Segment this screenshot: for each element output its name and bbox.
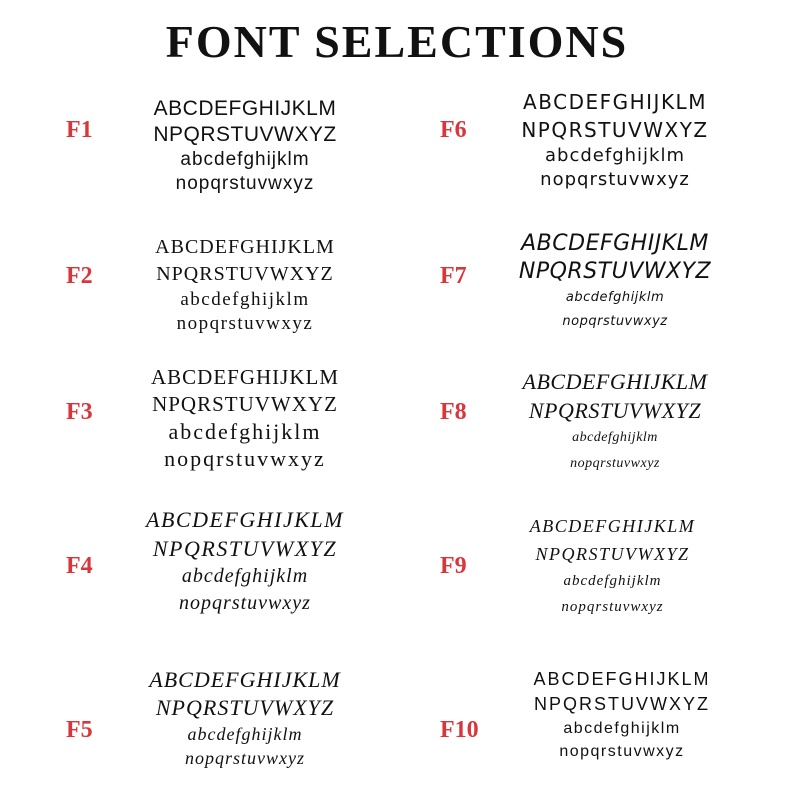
uppercase-line-1: ABCDEFGHIJKLM <box>521 231 709 256</box>
font-label-f9: F9 <box>440 553 467 579</box>
lowercase-line-1: abcdefghijklm <box>180 289 310 310</box>
lowercase-line-1: abcdefghijklm <box>565 290 665 305</box>
uppercase-line-2: NPQRSTUVWXYZ <box>152 536 338 561</box>
font-label-f4: F4 <box>66 553 93 579</box>
lowercase-line-1: abcdefghijklm <box>181 565 309 587</box>
lowercase-line-1: abcdefghijklm <box>187 724 303 744</box>
uppercase-line-1: ABCDEFGHIJKLM <box>523 90 707 114</box>
uppercase-line-2: NPQRSTUVWXYZ <box>155 695 335 720</box>
uppercase-line-1: ABCDEFGHIJKLM <box>529 516 696 536</box>
uppercase-line-1: ABCDEFGHIJKLM <box>153 97 337 120</box>
uppercase-line-1: ABCDEFGHIJKLM <box>146 507 344 532</box>
lowercase-line-2: nopqrstuvwxyz <box>164 446 326 471</box>
font-sample-f8 <box>490 367 740 477</box>
uppercase-line-2: NPQRSTUVWXYZ <box>533 694 710 714</box>
font-label-f6: F6 <box>440 117 467 143</box>
lowercase-line-2: nopqrstuvwxyz <box>562 314 668 329</box>
font-label-f7: F7 <box>440 263 467 289</box>
lowercase-line-2: nopqrstuvwxyz <box>175 173 315 194</box>
lowercase-line-2: nopqrstuvwxyz <box>570 456 660 471</box>
lowercase-line-1: abcdefghijklm <box>563 720 681 737</box>
uppercase-line-1: ABCDEFGHIJKLM <box>155 236 335 258</box>
uppercase-line-2: NPQRSTUVWXYZ <box>535 544 690 564</box>
uppercase-line-2: NPQRSTUVWXYZ <box>528 398 702 423</box>
font-sample-f3 <box>115 364 375 472</box>
uppercase-line-2: NPQRSTUVWXYZ <box>521 118 709 142</box>
uppercase-line-1: ABCDEFGHIJKLM <box>533 669 711 689</box>
font-label-f5: F5 <box>66 717 93 743</box>
font-sample-f2 <box>120 234 370 336</box>
lowercase-line-1: abcdefghijklm <box>168 419 322 444</box>
lowercase-line-2: nopqrstuvwxyz <box>179 592 311 614</box>
font-sample-f6 <box>490 88 740 192</box>
lowercase-line-1: abcdefghijklm <box>180 149 310 170</box>
page-title: FONT SELECTIONS <box>165 16 629 67</box>
font-sample-f7 <box>490 230 740 334</box>
font-sample-f4 <box>115 505 375 617</box>
font-label-f3: F3 <box>66 399 93 425</box>
uppercase-line-1: ABCDEFGHIJKLM <box>150 365 339 389</box>
uppercase-line-1: ABCDEFGHIJKLM <box>149 667 341 692</box>
lowercase-line-1: abcdefghijklm <box>563 573 662 589</box>
lowercase-line-2: nopqrstuvwxyz <box>561 599 664 615</box>
font-label-f10: F10 <box>440 717 479 743</box>
lowercase-line-2: nopqrstuvwxyz <box>540 169 690 190</box>
font-sample-f1 <box>120 96 370 196</box>
uppercase-line-1: ABCDEFGHIJKLM <box>522 369 708 394</box>
lowercase-line-2: nopqrstuvwxyz <box>176 313 314 334</box>
lowercase-line-2: nopqrstuvwxyz <box>559 743 685 760</box>
font-sample-f9 <box>485 512 740 620</box>
lowercase-line-1: abcdefghijklm <box>572 430 658 445</box>
uppercase-line-2: NPQRSTUVWXYZ <box>518 259 712 284</box>
font-label-f8: F8 <box>440 399 467 425</box>
font-label-f2: F2 <box>66 263 93 289</box>
font-sample-f10 <box>492 667 752 763</box>
font-label-f1: F1 <box>66 117 93 143</box>
lowercase-line-2: nopqrstuvwxyz <box>185 748 305 768</box>
uppercase-line-2: NPQRSTUVWXYZ <box>152 392 338 416</box>
font-sample-f5 <box>115 666 375 770</box>
uppercase-line-2: NPQRSTUVWXYZ <box>156 263 334 285</box>
lowercase-line-1: abcdefghijklm <box>545 145 685 166</box>
uppercase-line-2: NPQRSTUVWXYZ <box>153 123 337 146</box>
